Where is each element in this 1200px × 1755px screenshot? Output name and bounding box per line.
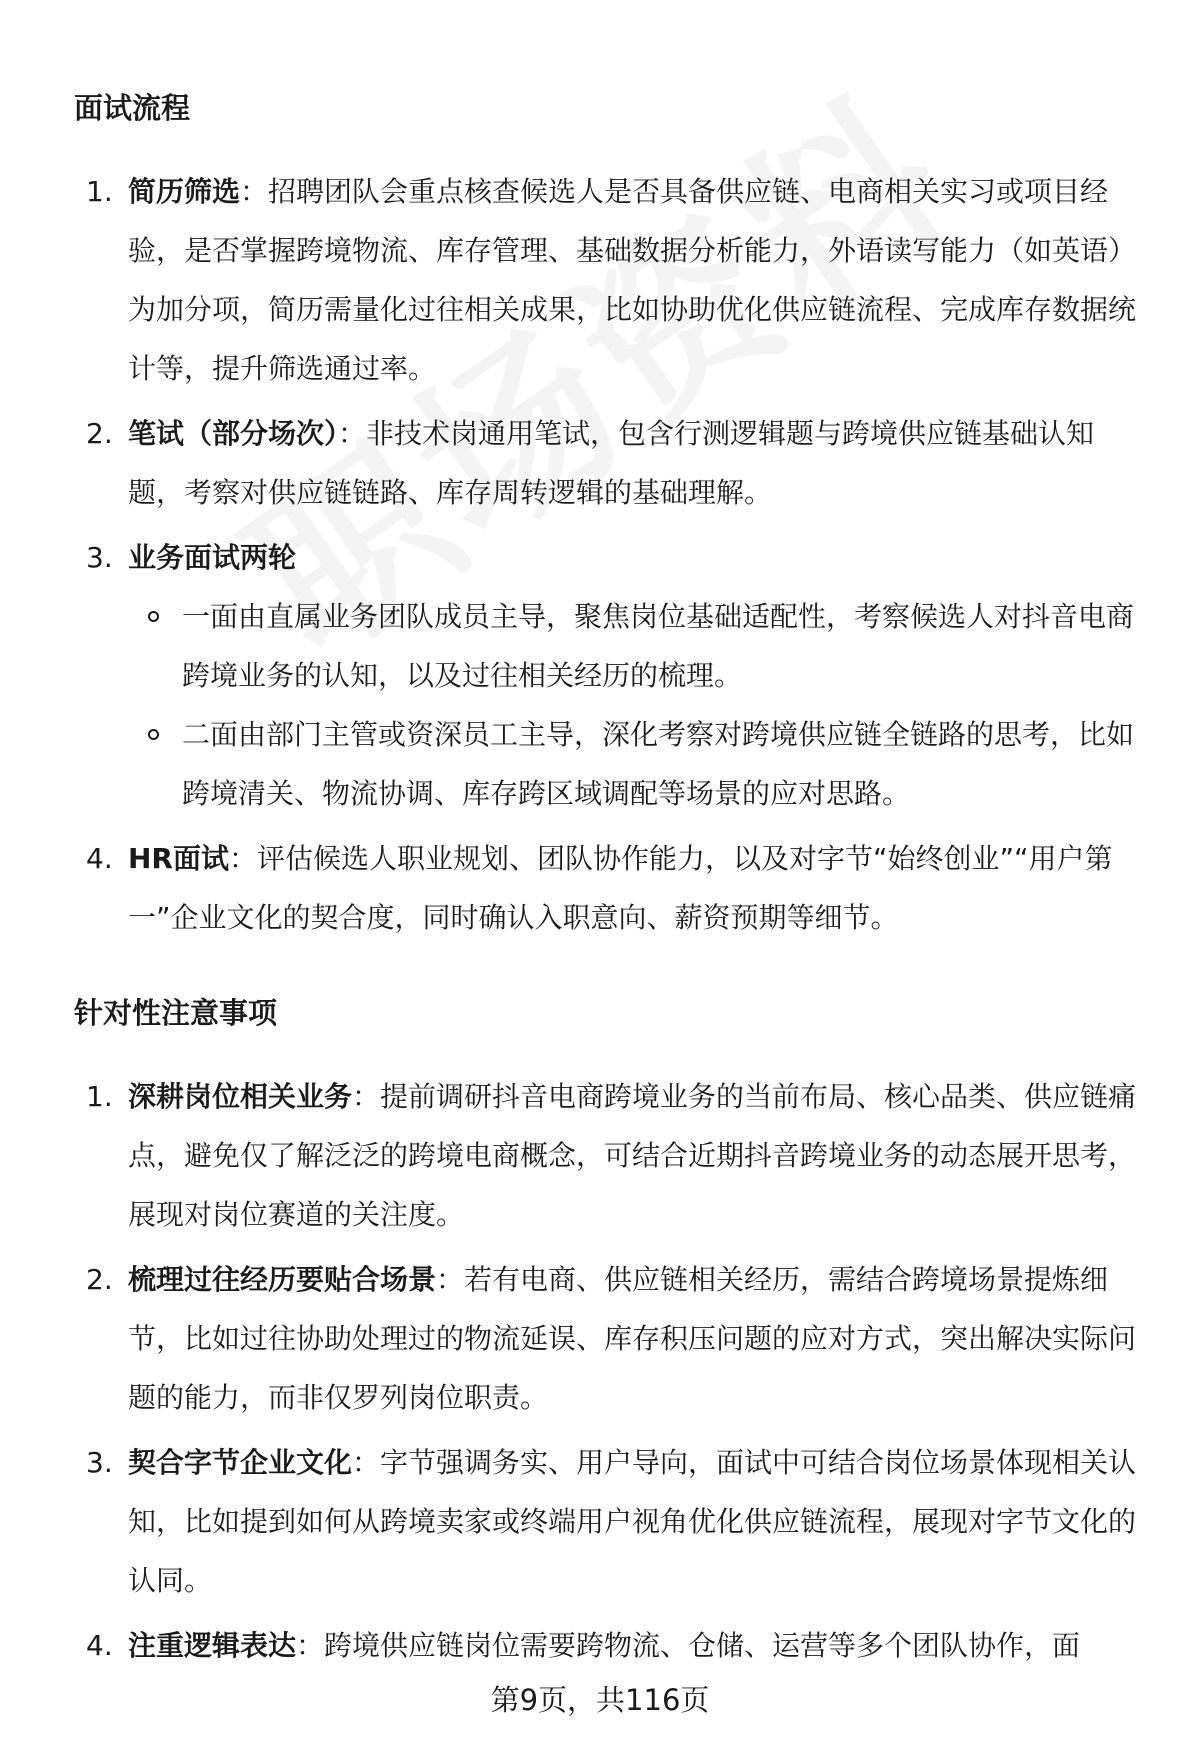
- list-number: 2.: [86, 1263, 113, 1296]
- page-footer: 第9页，共116页: [490, 1683, 710, 1717]
- list-item: [0, 1250, 1200, 1427]
- item-label: 笔试（部分场次）: [128, 417, 339, 450]
- sub-list-item: [182, 705, 1148, 823]
- list-item: [0, 1616, 1200, 1675]
- circle-bullet-icon: [148, 611, 159, 622]
- item-label: 契合字节企业文化: [128, 1446, 353, 1479]
- item-text: ：招聘团队会重点核查候选人是否具备供应链、电商相关实习或项目经验，是否掌握跨境物流、库存管理、基础数据分析能力，外语读写能力（如英语）为加分项，简历需量化过往相关成果，比如协助优化供应链流程、完成库存数据统计等，提升筛选通过率。: [128, 175, 1137, 385]
- item-text: ：若有电商、供应链相关经历，需结合跨境场景提炼细节，比如过往协助处理过的物流延误、库存积压问题的应对方式，突出解决实际问题的能力，而非仅罗列岗位职责。: [128, 1263, 1137, 1414]
- circle-bullet-icon: [148, 729, 159, 740]
- sub-item-text: 一面由直属业务团队成员主导，聚焦岗位基础适配性，考察候选人对抖音电商跨境业务的认知，以及过往相关经历的梳理。: [182, 600, 1135, 692]
- sub-list-item: [182, 587, 1148, 705]
- list-item: [0, 1067, 1200, 1244]
- item-label: 深耕岗位相关业务: [128, 1080, 353, 1113]
- list-item: [0, 829, 1200, 947]
- list-item: [0, 1433, 1200, 1610]
- list-item: [0, 528, 1200, 823]
- item-label: 梳理过往经历要贴合场景: [128, 1263, 437, 1296]
- item-text: ：跨境供应链岗位需要跨物流、仓储、运营等多个团队协作，面: [296, 1629, 1081, 1662]
- interview-process-list: [0, 162, 1200, 953]
- list-number: 2.: [86, 417, 113, 450]
- item-text: ：评估候选人职业规划、团队协作能力，以及对字节“始终创业”“用户第一”企业文化的契合度，同时确认入职意向、薪资预期等细节。: [128, 842, 1113, 934]
- section-title-notes: 针对性注意事项: [74, 996, 278, 1030]
- list-number: 4.: [86, 842, 113, 875]
- list-item: [0, 162, 1200, 398]
- item-text: ：提前调研抖音电商跨境业务的当前布局、核心品类、供应链痛点，避免仅了解泛泛的跨境电商概念，可结合近期抖音跨境业务的动态展开思考，展现对岗位赛道的关注度。: [128, 1080, 1137, 1231]
- item-label: HR面试: [128, 842, 229, 875]
- sub-list: [128, 587, 1148, 823]
- item-text: ：非技术岗通用笔试，包含行测逻辑题与跨境供应链基础认知题，考察对供应链链路、库存周转逻辑的基础理解。: [128, 417, 1095, 509]
- item-label: 简历筛选: [128, 175, 241, 208]
- list-number: 1.: [86, 175, 113, 208]
- list-number: 3.: [86, 541, 113, 574]
- item-text: ：字节强调务实、用户导向，面试中可结合岗位场景体现相关认知，比如提到如何从跨境卖家或终端用户视角优化供应链流程，展现对字节文化的认同。: [128, 1446, 1137, 1597]
- list-number: 3.: [86, 1446, 113, 1479]
- item-label: 业务面试两轮: [128, 541, 297, 574]
- item-label: 注重逻辑表达: [128, 1629, 297, 1662]
- list-number: 4.: [86, 1629, 113, 1662]
- list-item: [0, 404, 1200, 522]
- list-number: 1.: [86, 1080, 113, 1113]
- sub-item-text: 二面由部门主管或资深员工主导，深化考察对跨境供应链全链路的思考，比如跨境清关、物流协调、库存跨区域调配等场景的应对思路。: [182, 718, 1135, 810]
- section-title-interview-process: 面试流程: [74, 91, 191, 125]
- notes-list: [0, 1067, 1200, 1681]
